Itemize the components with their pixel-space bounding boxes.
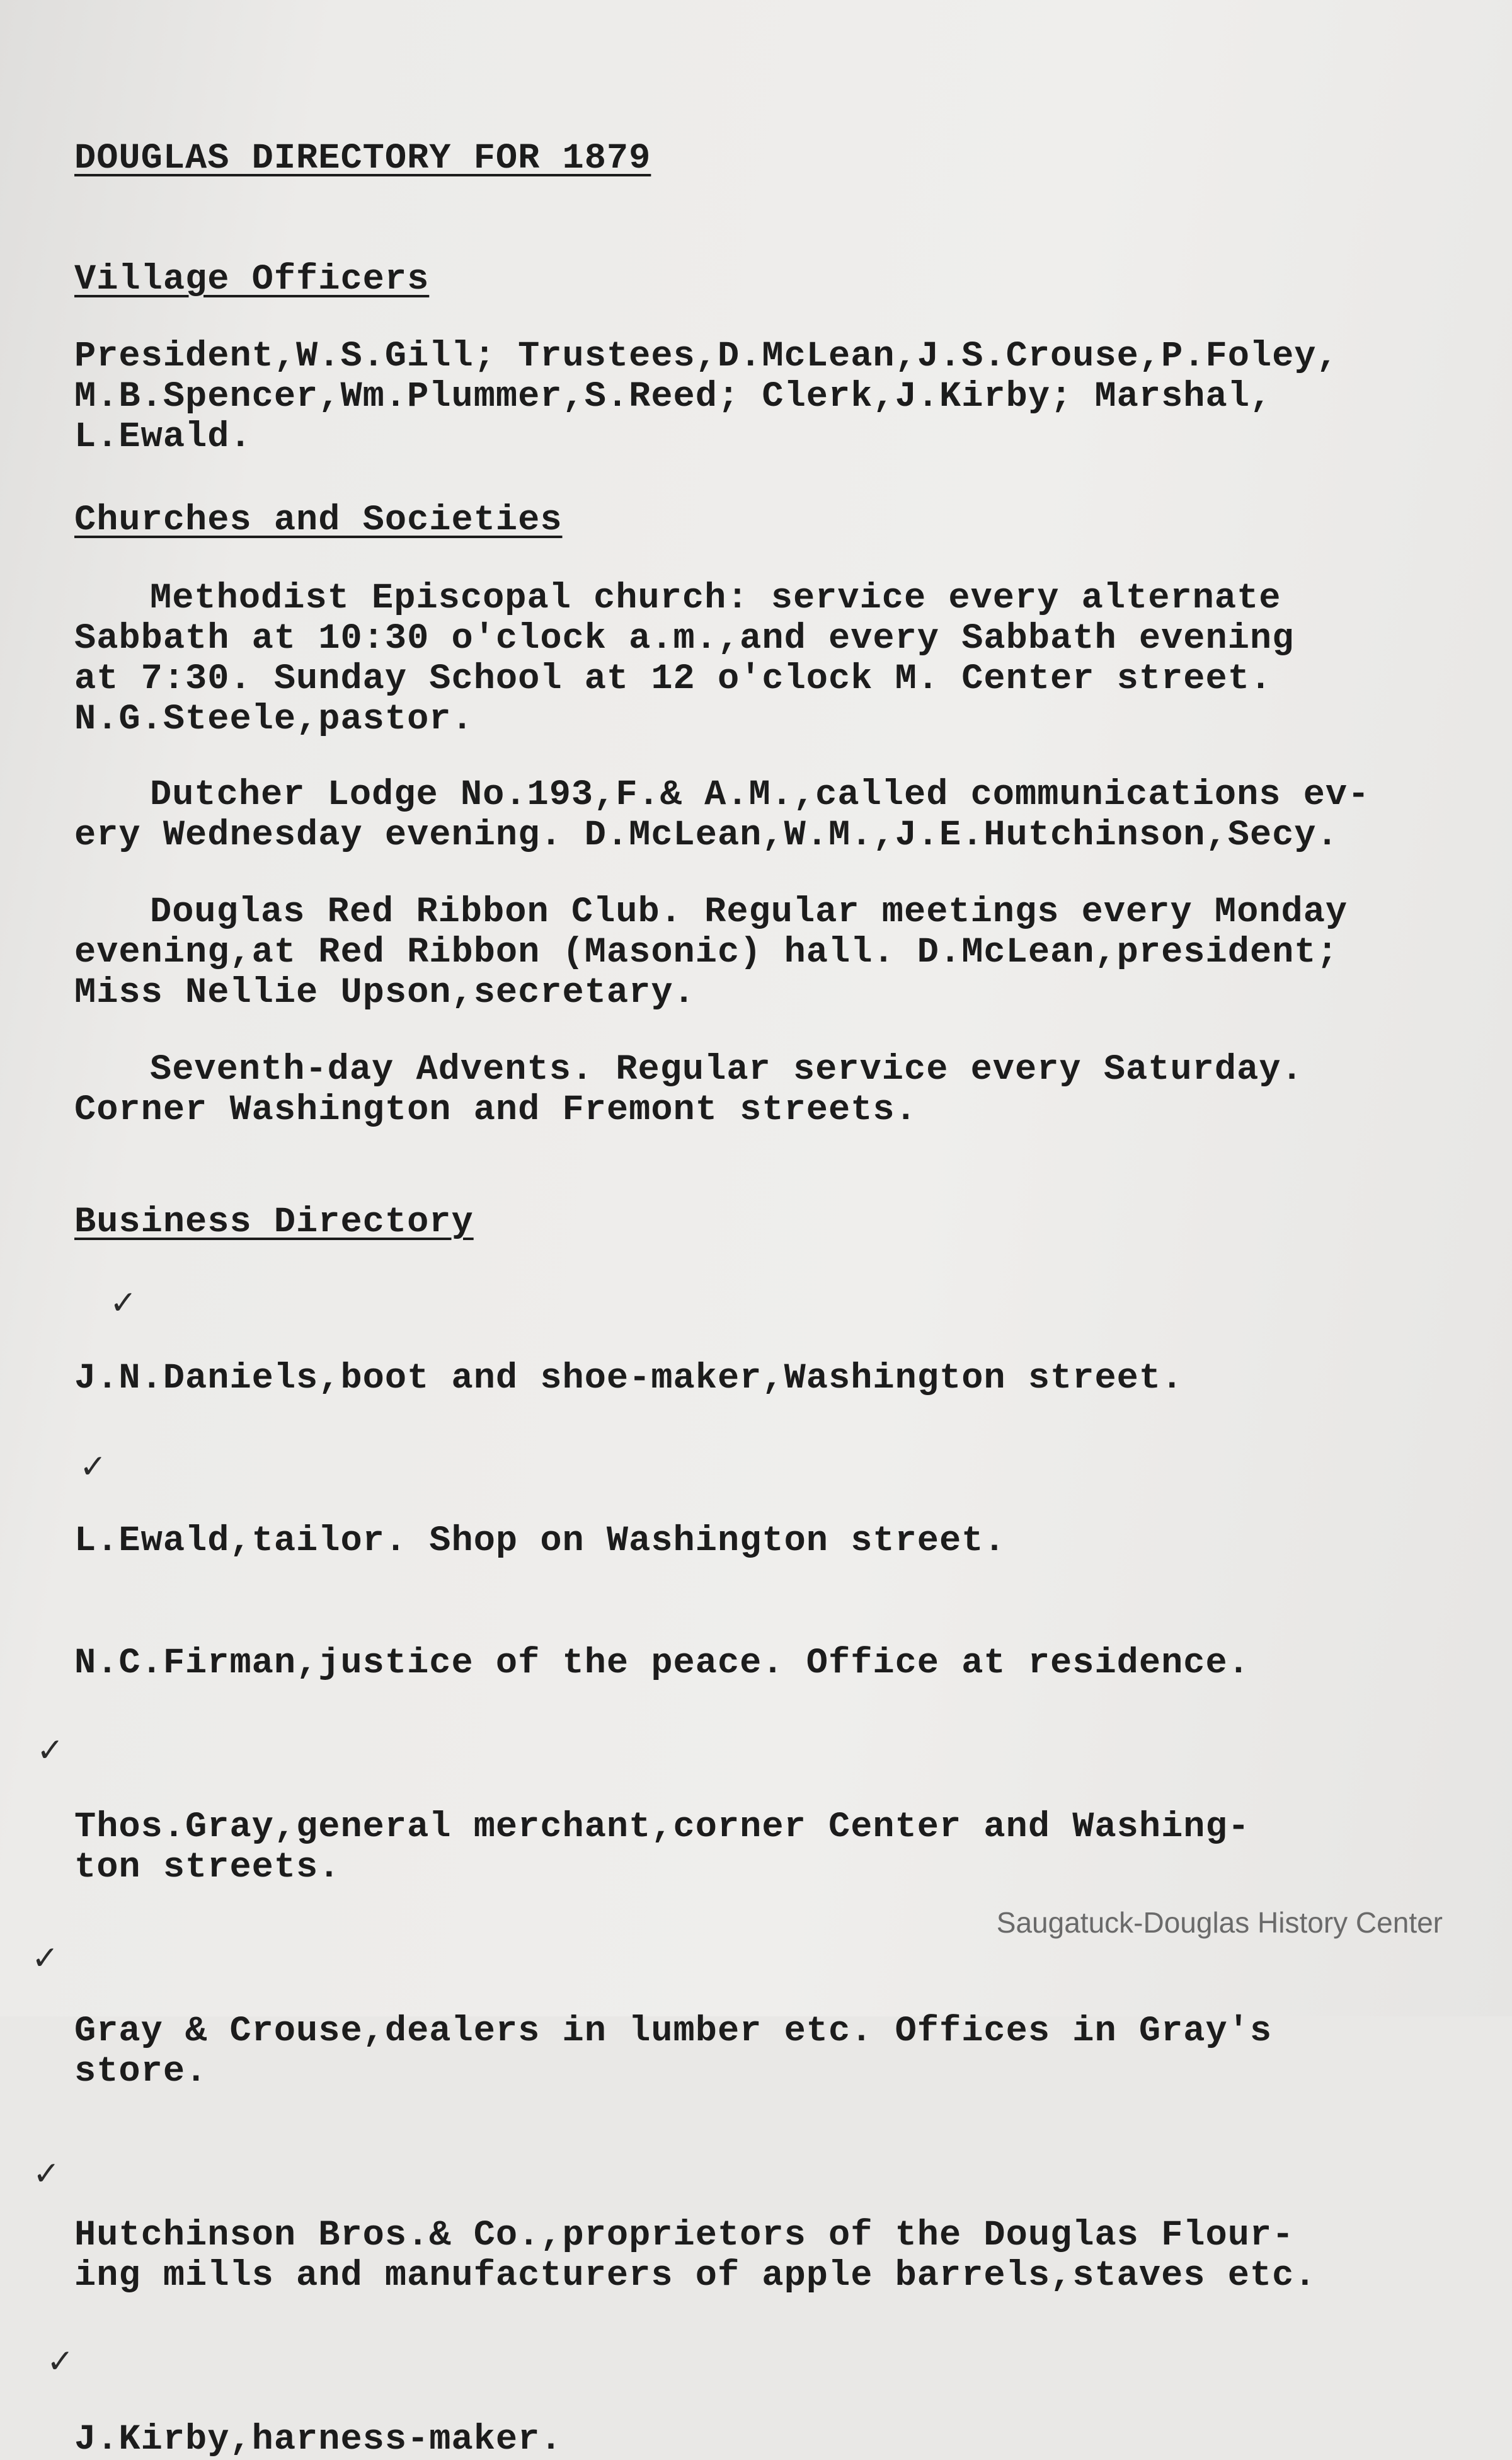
business-entry-text: Thos.Gray,general merchant,corner Center and Washing- ton streets. [74, 1807, 1250, 1888]
business-entry [74, 1278, 1435, 1399]
section-heading-business: Business Directory [74, 1202, 474, 1243]
church-paragraph: Dutcher Lodge No.193,F.& A.M.,called communications ev- ery Wednesday evening. D.McLean,W.M.,J.E.Hutchinson,Secy. [74, 775, 1370, 856]
village-officers-text: President,W.S.Gill; Trustees,D.McLean,J.S.Crouse,P.Foley, M.B.Spencer,Wm.Plummer,S.Reed; Clerk,J.Kirby; Marshal, L.Ewald. [74, 336, 1339, 457]
business-entry [37, 1727, 1435, 1888]
typed-document [32, 139, 1435, 2460]
business-entry-text: Hutchinson Bros.& Co.,proprietors of the Douglas Flour- ing mills and manufacturers of apple barrels,staves etc. [74, 2216, 1317, 2296]
archive-credit-watermark: Saugatuck-Douglas History Center [996, 1906, 1443, 1939]
business-entry-text: J.Kirby,harness-maker. [74, 2420, 563, 2460]
check-mark-icon: ✓ [79, 1448, 108, 1486]
business-entry [32, 1931, 1435, 2092]
business-entry-text: J.N.Daniels,boot and shoe-maker,Washington street. [74, 1359, 1184, 1399]
check-mark-icon: ✓ [33, 2155, 61, 2193]
business-entry-text: Gray & Crouse,dealers in lumber etc. Offices in Gray's store. [74, 2011, 1273, 2092]
check-mark-icon: ✓ [32, 1940, 60, 1977]
check-mark-icon: ✓ [37, 1732, 65, 1769]
business-entry-text: N.C.Firman,justice of the peace. Office at residence. [74, 1643, 1250, 1684]
business-entry [74, 1603, 1435, 1684]
business-entry-text: L.Ewald,tailor. Shop on Washington street. [74, 1521, 1006, 1561]
check-mark-icon: ✓ [47, 2343, 75, 2381]
section-heading-village-officers: Village Officers [74, 260, 430, 300]
business-entry [47, 2339, 1435, 2460]
business-entry [33, 2135, 1435, 2296]
document-title: DOUGLAS DIRECTORY FOR 1879 [74, 139, 651, 179]
section-heading-churches: Churches and Societies [74, 500, 563, 541]
check-mark-icon: ✓ [110, 1284, 138, 1322]
church-paragraph: Methodist Episcopal church: service every alternate Sabbath at 10:30 o'clock a.m.,and every Sabbath evening at 7:30. Sunday School at 12 o'clock M. Center street. N.G.Steele,pastor. [74, 578, 1295, 740]
church-paragraph: Seventh-day Advents. Regular service every Saturday. Corner Washington and Fremont streets. [74, 1050, 1303, 1130]
church-paragraph: Douglas Red Ribbon Club. Regular meetings every Monday evening,at Red Ribbon (Masonic) hall. D.McLean,president; Miss Nellie Upson,secretary. [74, 892, 1348, 1013]
business-entry [74, 1440, 1435, 1561]
